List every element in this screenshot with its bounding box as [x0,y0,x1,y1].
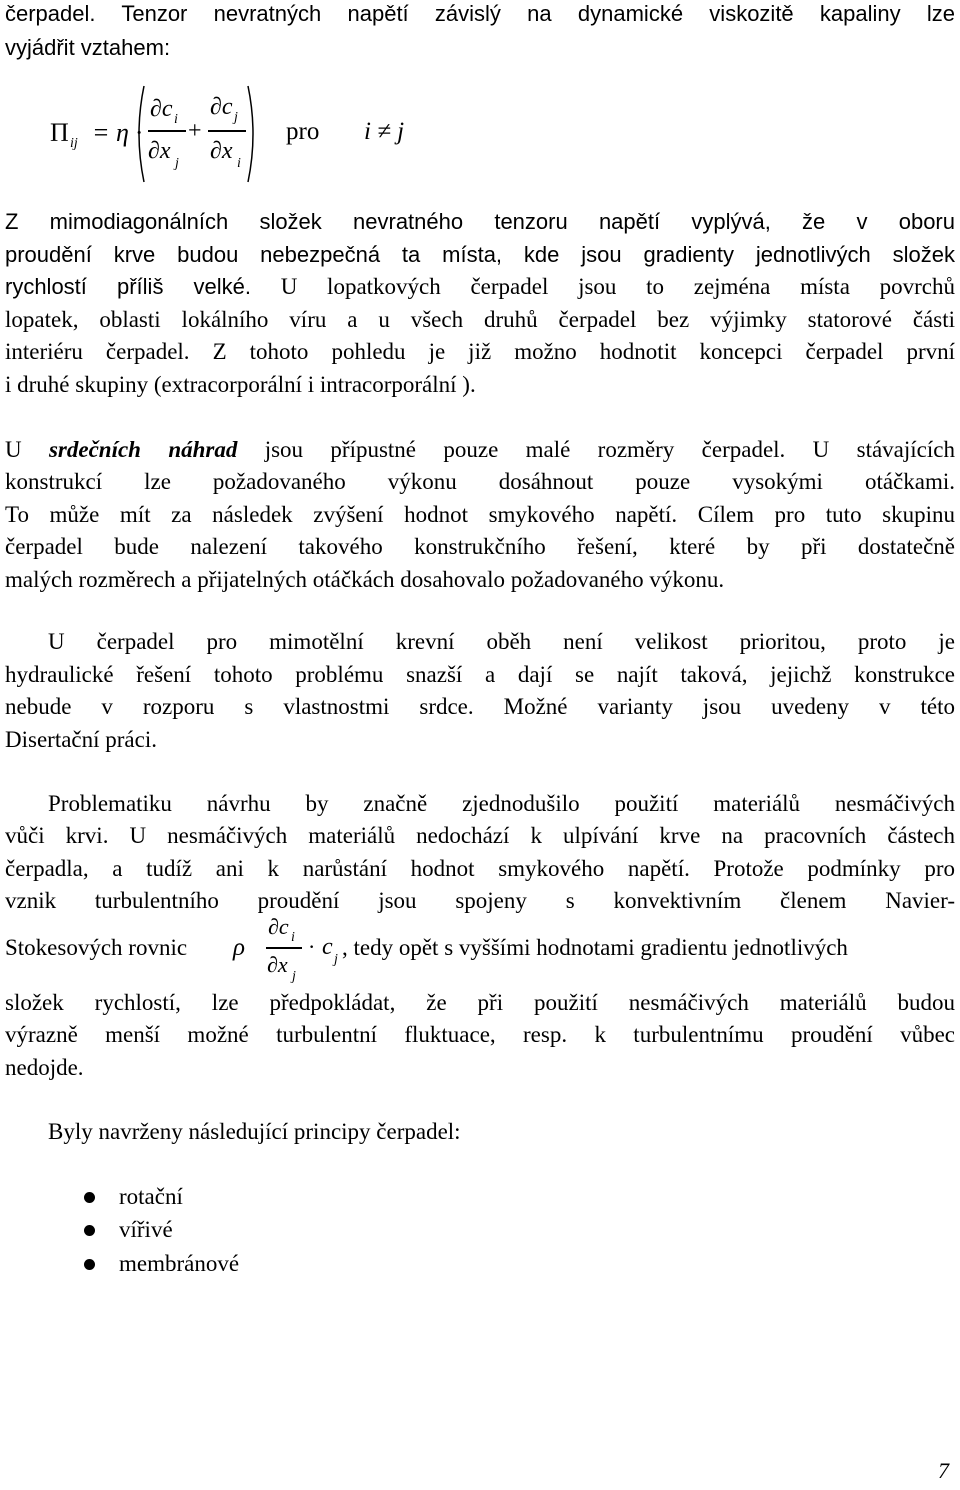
eq-num1: ∂c [150,96,173,122]
text-line: nedojde. [5,1055,84,1080]
text-segment: , tedy opět s vyššími hodnotami gradientu jednotlivých [342,935,848,960]
bullet-icon [84,1259,95,1270]
eq-eta: = η · [92,118,142,147]
text-line: malých rozměrech a přijatelných otáčkách dosahovalo požadovaného výkonu. [5,567,725,592]
text-line: hydraulické řešení tohoto problému snazší a dají se najít taková, jejichž konstrukce [5,662,955,687]
text-segment: Stokesových rovnic [5,935,188,960]
text-line: výrazně menší možné turbulentní fluktuace, resp. k turbulentnímu proudění vůbec [5,1022,955,1047]
eq-pro: pro [286,118,320,145]
text-line: proudění krve budou nebezpečná ta místa, kde jsou gradienty jednotlivých složek [5,242,955,267]
eq-inline-den: ∂x [267,952,288,977]
eq-condition: i ≠ j [364,118,405,145]
page-number: 7 [938,1458,949,1483]
eq-inline-den-sub: j [292,969,296,984]
text-line [5,436,955,464]
emphasis: srdečních náhrad [48,437,238,462]
eq-plus: + [188,118,202,144]
list-item: membránové [119,1251,240,1276]
right-paren [246,84,260,184]
text-line: Disertační práci. [5,727,157,752]
text-line: vůči krvi. U nesmáčivých materiálů nedochází k ulpívání krve na pracovních částech [5,823,955,848]
text-line: lopatek, oblasti lokálního víru a u všech druhů čerpadel bez výjimky statorové části [5,307,955,332]
text-line: nebude v rozporu s vlastnostmi srdce. Možné varianty jsou uvedeny v této [5,694,955,719]
eq-den1-sub: j [175,156,179,171]
text-line: i druhé skupiny (extracorporální i intracorporální ). [5,372,476,397]
list-item: vířivé [119,1217,173,1242]
text-line: To může mít za následek zvýšení hodnot smykového napětí. Cílem pro tuto skupinu [5,502,955,527]
text-line: Problematiku návrhu by značně zjednodušilo použití materiálů nesmáčivých [48,791,955,816]
text-line [5,273,955,301]
text-line: U čerpadel pro mimotělní krevní oběh není velikost prioritou, proto je [48,629,955,654]
eq-rho: ρ [233,934,245,961]
bullet-icon [84,1225,95,1236]
eq-lhs: Π [50,118,69,147]
text-line: vznik turbulentního proudění jsou spojeny s konvektivním členem Navier- [5,888,955,913]
eq-den2: ∂x [210,138,233,164]
text-segment: jsou přípustné pouze malé rozměry čerpadel. U stávajících [237,437,955,462]
list-item: rotační [119,1184,183,1209]
eq-inline-c: c [322,934,333,960]
eq-inline-c-sub: j [334,952,338,967]
eq-den1: ∂x [148,138,171,164]
bullet-icon [84,1192,95,1203]
text-segment: U lopatkových čerpadel jsou to zejména místa povrchů [251,274,955,299]
eq-num2-sub: j [234,110,238,125]
eq-den2-sub: i [237,156,241,171]
left-paren [132,84,146,184]
text-line: Z mimodiagonálních složek nevratného tenzoru napětí vyplývá, že v oboru [5,209,955,234]
eq-inline-num: ∂c [268,914,289,939]
eq-num1-sub: i [174,112,178,127]
eq-lhs-sub: ij [70,136,78,151]
eq-num2: ∂c [210,94,233,120]
text-segment: U [5,437,49,462]
text-line: čerpadel bude nalezení takového konstrukčního řešení, které by při dostatečně [5,534,955,559]
text-line: čerpadla, a tudíž ani k narůstání hodnot smykového napětí. Protože podmínky pro [5,856,955,881]
text-line: čerpadel. Tenzor nevratných napětí závislý na dynamické viskozitě kapaliny lze [5,1,955,26]
list-intro: Byly navrženy následující principy čerpadel: [48,1119,461,1144]
text-line: složek rychlostí, lze předpokládat, že při použití nesmáčivých materiálů budou [5,990,955,1015]
text-line: interiéru čerpadel. Z tohoto pohledu je již možno hodnotit koncepci čerpadel první [5,339,955,364]
text-segment: rychlostí příliš velké. [5,274,251,299]
text-line: konstrukcí lze požadovaného výkonu dosáhnout pouze vysokými otáčkami. [5,469,955,494]
eq-inline-dot: · [308,934,316,959]
eq-inline-num-sub: i [291,930,295,945]
text-line: vyjádřit vztahem: [5,35,171,60]
